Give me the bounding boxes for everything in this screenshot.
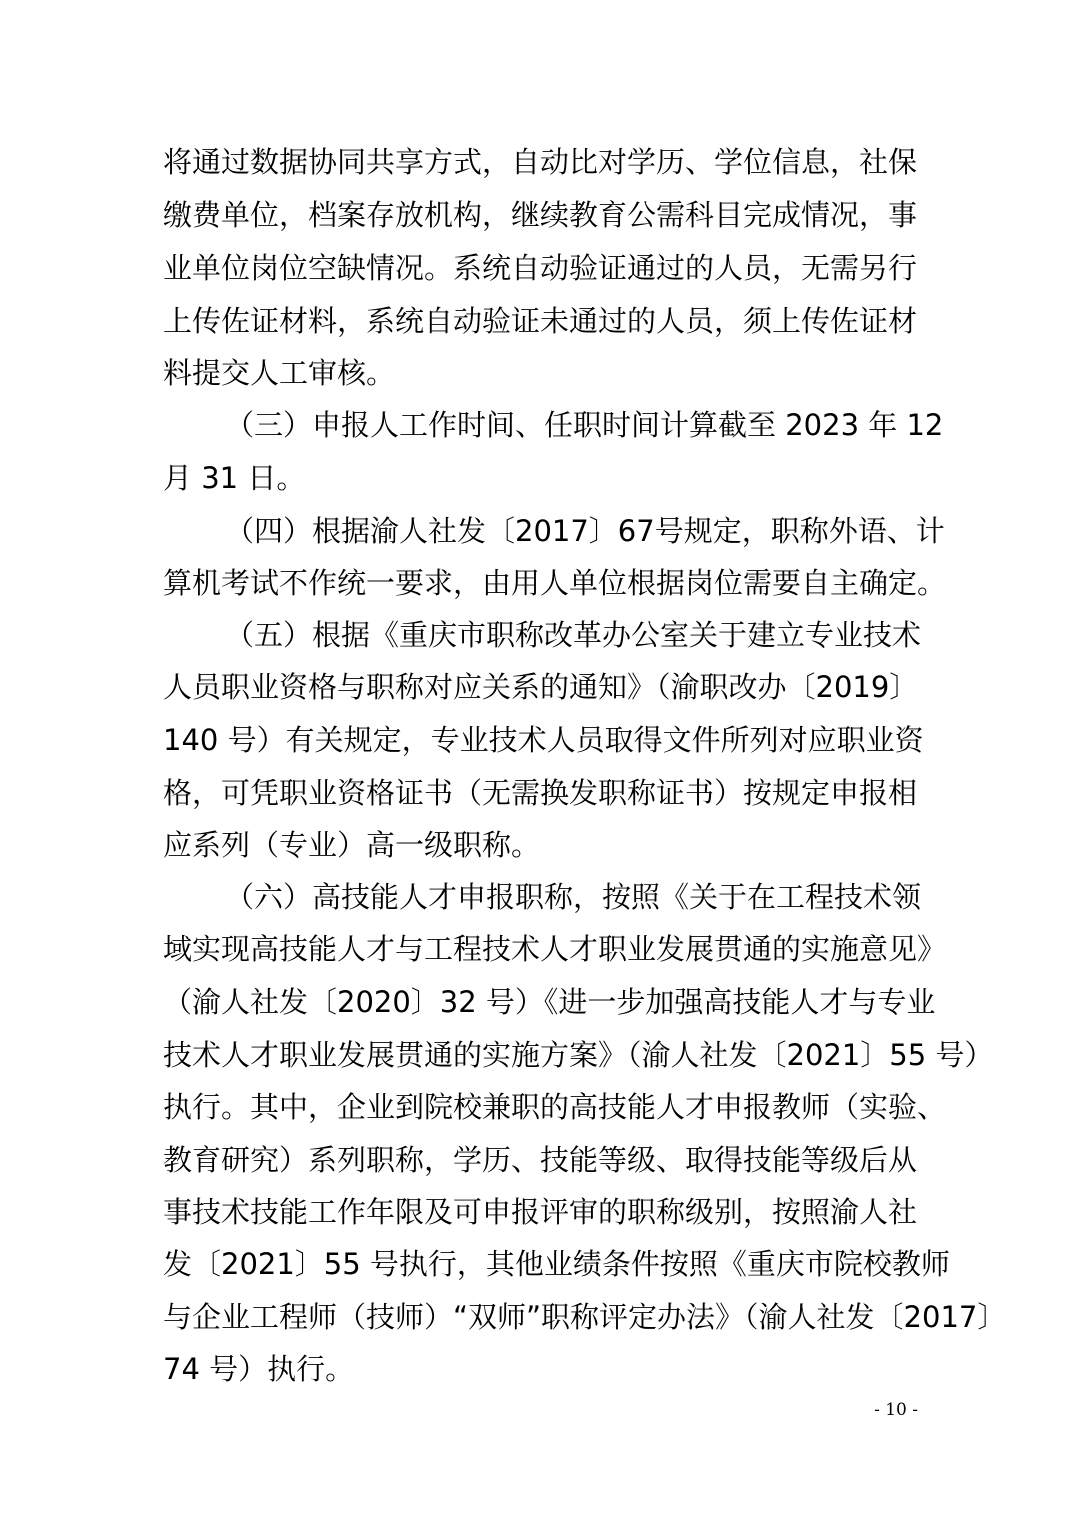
body-line: 料提交人工审核。 [163, 356, 396, 390]
body-line: 域实现高技能人才与工程技术人才职业发展贯通的实施意见》 [163, 932, 947, 966]
body-line: 技术人才职业发展贯通的实施方案》（渝人社发〔2021〕55 号） [163, 1038, 994, 1072]
body-line: 与企业工程师（技师）“双师”职称评定办法》（渝人社发〔2017〕 [163, 1300, 1007, 1334]
body-line: 缴费单位，档案存放机构，继续教育公需科目完成情况，事 [163, 198, 918, 232]
page-number: - 10 - [874, 1400, 918, 1420]
body-line: 发〔2021〕55 号执行，其他业绩条件按照《重庆市院校教师 [163, 1247, 950, 1281]
body-line: 格，可凭职业资格证书（无需换发职称证书）按规定申报相 [163, 776, 918, 810]
paragraph-4-start: （四）根据渝人社发〔2017〕67号规定，职称外语、计 [225, 514, 945, 548]
body-line: 应系列（专业）高一级职称。 [163, 828, 541, 862]
body-line: 人员职业资格与职称对应关系的通知》（渝职改办〔2019〕 [163, 670, 919, 704]
body-line: 算机考试不作统一要求，由用人单位根据岗位需要自主确定。 [163, 566, 947, 600]
body-line: 将通过数据协同共享方式，自动比对学历、学位信息，社保 [163, 145, 918, 179]
body-line: 上传佐证材料，系统自动验证未通过的人员，须上传佐证材 [163, 304, 918, 338]
body-line: （渝人社发〔2020〕32 号）《进一步加强高技能人才与专业 [163, 985, 936, 1019]
body-line: 月 31 日。 [163, 461, 306, 495]
paragraph-3-start: （三）申报人工作时间、任职时间计算截至 2023 年 12 [225, 408, 944, 442]
body-line: 教育研究）系列职称，学历、技能等级、取得技能等级后从 [163, 1143, 918, 1177]
body-line: 140 号）有关规定，专业技术人员取得文件所列对应职业资 [163, 723, 924, 757]
body-line: 业单位岗位空缺情况。系统自动验证通过的人员，无需另行 [163, 251, 918, 285]
body-line: 事技术技能工作年限及可申报评审的职称级别，按照渝人社 [163, 1195, 918, 1229]
paragraph-5-start: （五）根据《重庆市职称改革办公室关于建立专业技术 [225, 618, 922, 652]
body-line: 执行。其中，企业到院校兼职的高技能人才申报教师（实验、 [163, 1090, 947, 1124]
paragraph-6-start: （六）高技能人才申报职称，按照《关于在工程技术领 [225, 880, 922, 914]
body-line: 74 号）执行。 [163, 1352, 355, 1386]
